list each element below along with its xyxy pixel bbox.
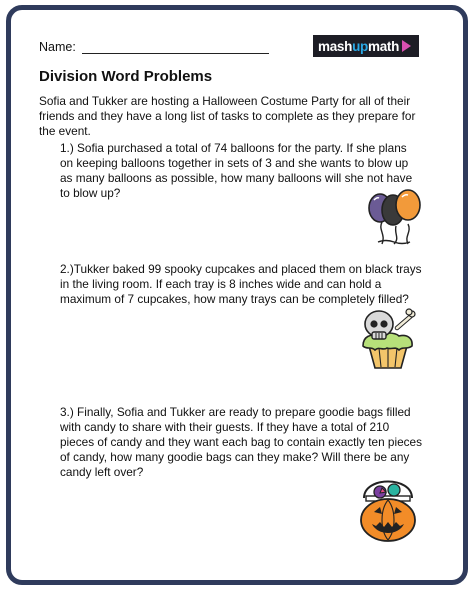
page-title: Division Word Problems [39, 68, 213, 85]
name-blank-line[interactable] [82, 40, 269, 54]
balloons-icon [364, 188, 428, 246]
logo-text-math: math [367, 38, 400, 54]
skull-cupcake-icon [357, 306, 419, 372]
pumpkin-candy-bag-icon [356, 470, 420, 544]
problem-1: 1.) Sofia purchased a total of 74 balloons for the party. If she plans on keeping balloons together in sets of 3 and she wants to blow up as many balloons as possible, how many balloons will she not have to blow up? [60, 141, 413, 200]
name-label: Name: [39, 40, 76, 54]
logo-text-mash: mash [318, 38, 353, 54]
problem-3: 3.) Finally, Sofia and Tukker are ready to prepare goodie bags filled with candy to share with their guests. If they have a total of 210 pieces of candy and they want each bag to contain exactly ten pieces of candy, how many goodie bags can they make? Will there be any candy left over? [60, 405, 423, 479]
logo-text-up: up [352, 38, 368, 54]
play-icon [402, 40, 411, 52]
intro-paragraph: Sofia and Tukker are hosting a Halloween Costume Party for all of their friends and they have a long list of tasks to complete as they prepare for the event. [39, 94, 416, 138]
problem-2: 2.)Tukker baked 99 spooky cupcakes and placed them on black trays in the living room. If each tray is 8 inches wide and can hold a maximum of 7 cupcakes, how many trays can be completely filled? [60, 262, 422, 306]
mashupmath-logo [313, 35, 419, 57]
name-field [39, 40, 269, 54]
